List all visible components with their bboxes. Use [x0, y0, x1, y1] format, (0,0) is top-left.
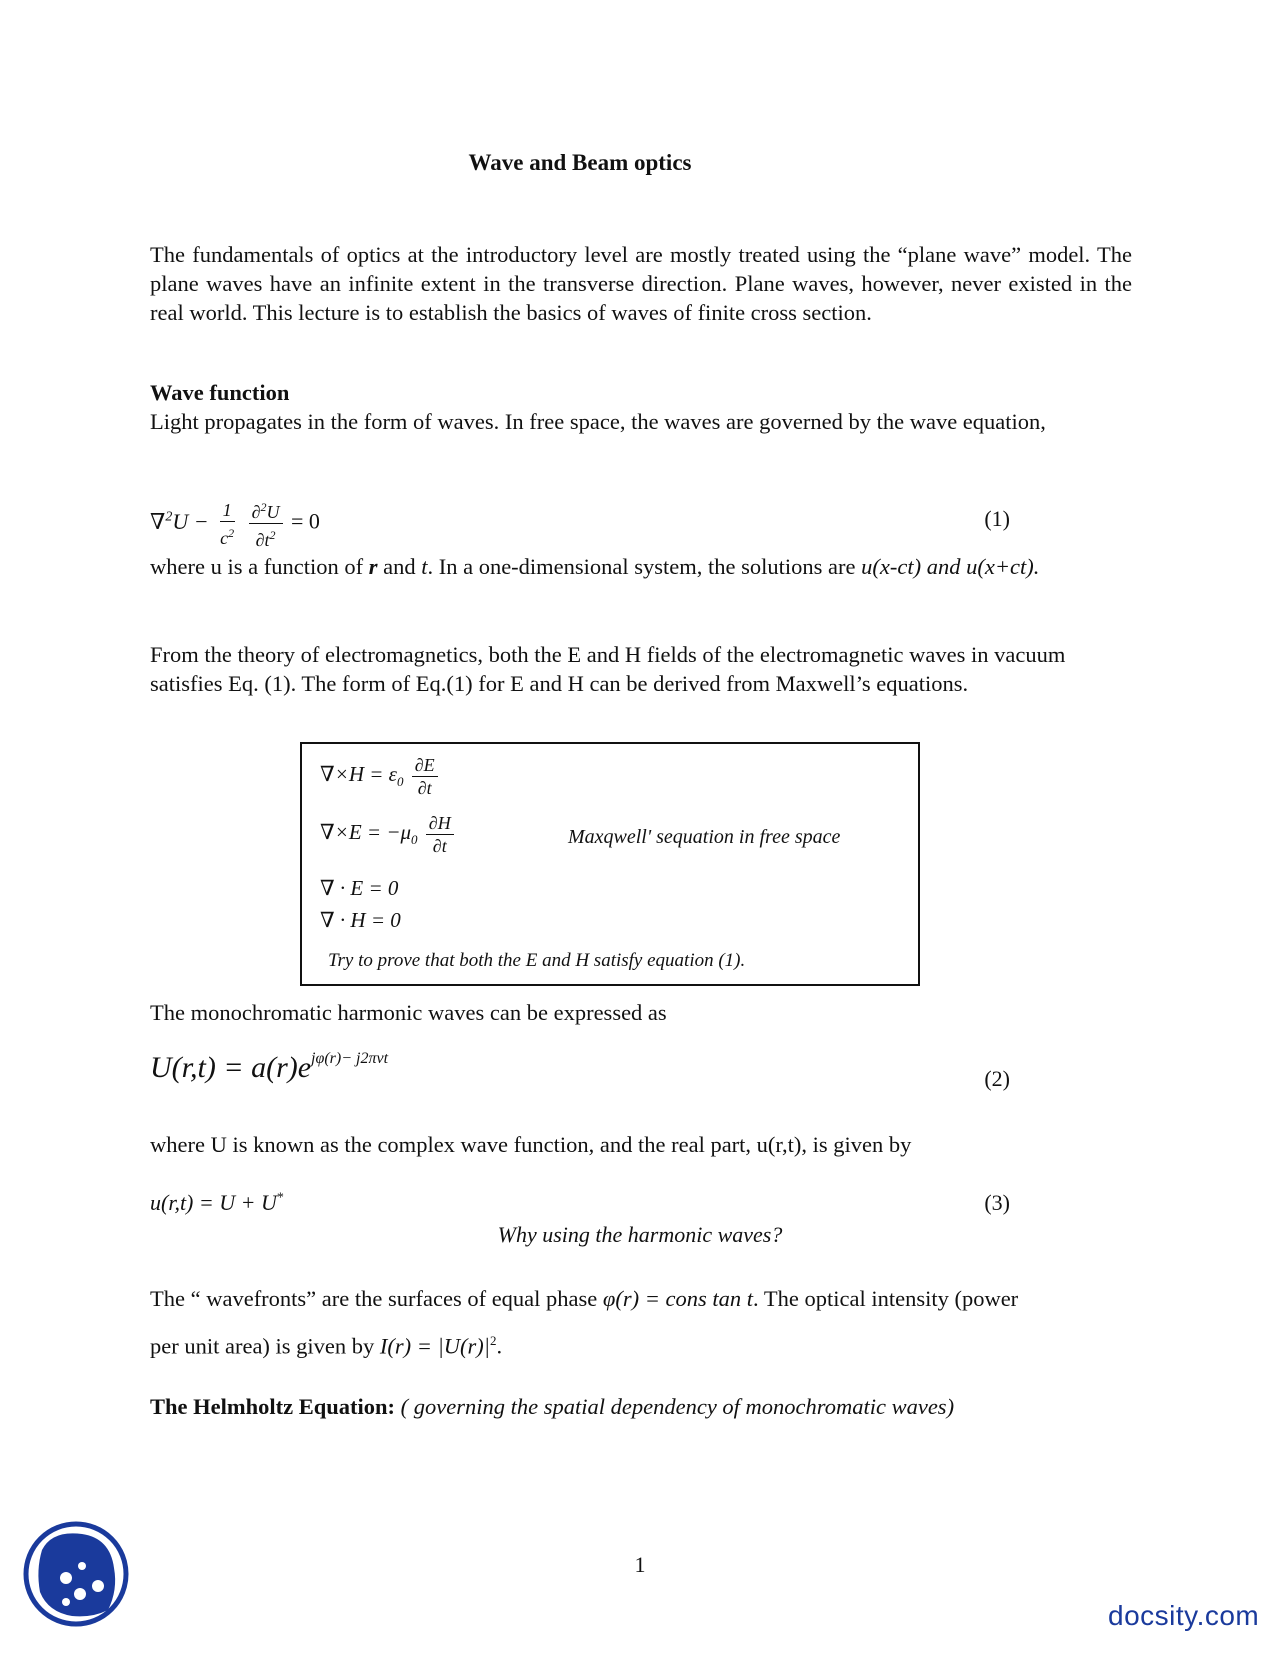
equation-2	[150, 1050, 1010, 1091]
maxwell-eq-curl-h: $\nabla\times H = \varepsilon_0$ $\frac{\partial E}{\partial t}$	[320, 754, 441, 799]
intro-paragraph: The fundamentals of optics at the introductory level are mostly treated using the “plane wave” model. The plane waves have an infinite extent in the transverse direction. Plane waves, however, never existed in the real world. This lecture is to establish the basics of waves of finite cross section.	[150, 242, 1132, 325]
eq2-body: U(r,t) = a(r)e	[150, 1051, 312, 1084]
eq1-fraction-1: $\frac{1}{c^2}$	[220, 499, 235, 548]
maxwell-note: Try to prove that both the E and H satisfy equation (1).	[328, 950, 746, 971]
wavefront-paragraph: The “ wavefronts” are the surfaces of equal phase φ(r) = cons tan t. The optical intensity (power per unit area) is given by $I(r) = |U(r)|^2$.	[150, 1286, 1019, 1359]
section-text: Light propagates in the form of waves. In free space, the waves are governed by the wave equation,	[150, 409, 1046, 434]
docsity-logo-icon	[22, 1520, 130, 1628]
harmonic-intro: The monochromatic harmonic waves can be expressed as	[150, 1000, 667, 1025]
eq1-explanation: where u is a function of r and t. In a one-dimensional system, the solutions are u(x-ct) and u(x+ct).	[150, 554, 1040, 579]
helmholtz-heading: The Helmholtz Equation: ( governing the spatial dependency of monochromatic waves)	[150, 1394, 955, 1419]
equation-3	[150, 1190, 1010, 1216]
maxwell-label: Maxqwell' sequation in free space	[568, 826, 841, 848]
eq3-body: u(r,t) = U + U	[150, 1190, 277, 1215]
equation-1	[150, 496, 1010, 551]
maxwell-eq-div-e: ∇ · E = 0	[320, 876, 399, 900]
eq1-lhs: ∇$^2$U −	[150, 508, 209, 534]
brand-link[interactable]: docsity.com	[1108, 1600, 1260, 1631]
complex-wave-text: where U is known as the complex wave function, and the real part, u(r,t), is given by	[150, 1132, 912, 1157]
eq3-star: *	[276, 1190, 284, 1206]
equation-number: (3)	[984, 1190, 1010, 1215]
section-heading: Wave function	[150, 380, 290, 405]
eq2-exponent: jφ(r)− j2πνt	[311, 1050, 389, 1067]
equation-number: (1)	[984, 506, 1010, 531]
page-number: 1	[634, 1552, 646, 1577]
eq1-fraction-2: $\frac{\partial^2U}{\partial t^2}$	[249, 496, 283, 551]
maxwell-equations-box	[300, 742, 920, 986]
equation-number: (2)	[984, 1066, 1010, 1091]
maxwell-intro: From the theory of electromagnetics, both the E and H fields of the electromagnetic waves in vacuum satisfies Eq. (1). The form of Eq.(1) for E and H can be derived from Maxwell’s equations.	[150, 642, 1066, 696]
maxwell-eq-div-h: ∇ · H = 0	[320, 908, 401, 932]
why-harmonic-note: Why using the harmonic waves?	[497, 1222, 783, 1247]
wave-function-section	[150, 378, 1132, 436]
maxwell-eq-curl-e: $\nabla\times E = -\mu_0$ $\frac{\partial H}{\partial t}$	[320, 812, 457, 857]
eq1-rhs: = 0	[291, 508, 320, 534]
page-title: Wave and Beam optics	[468, 150, 692, 175]
